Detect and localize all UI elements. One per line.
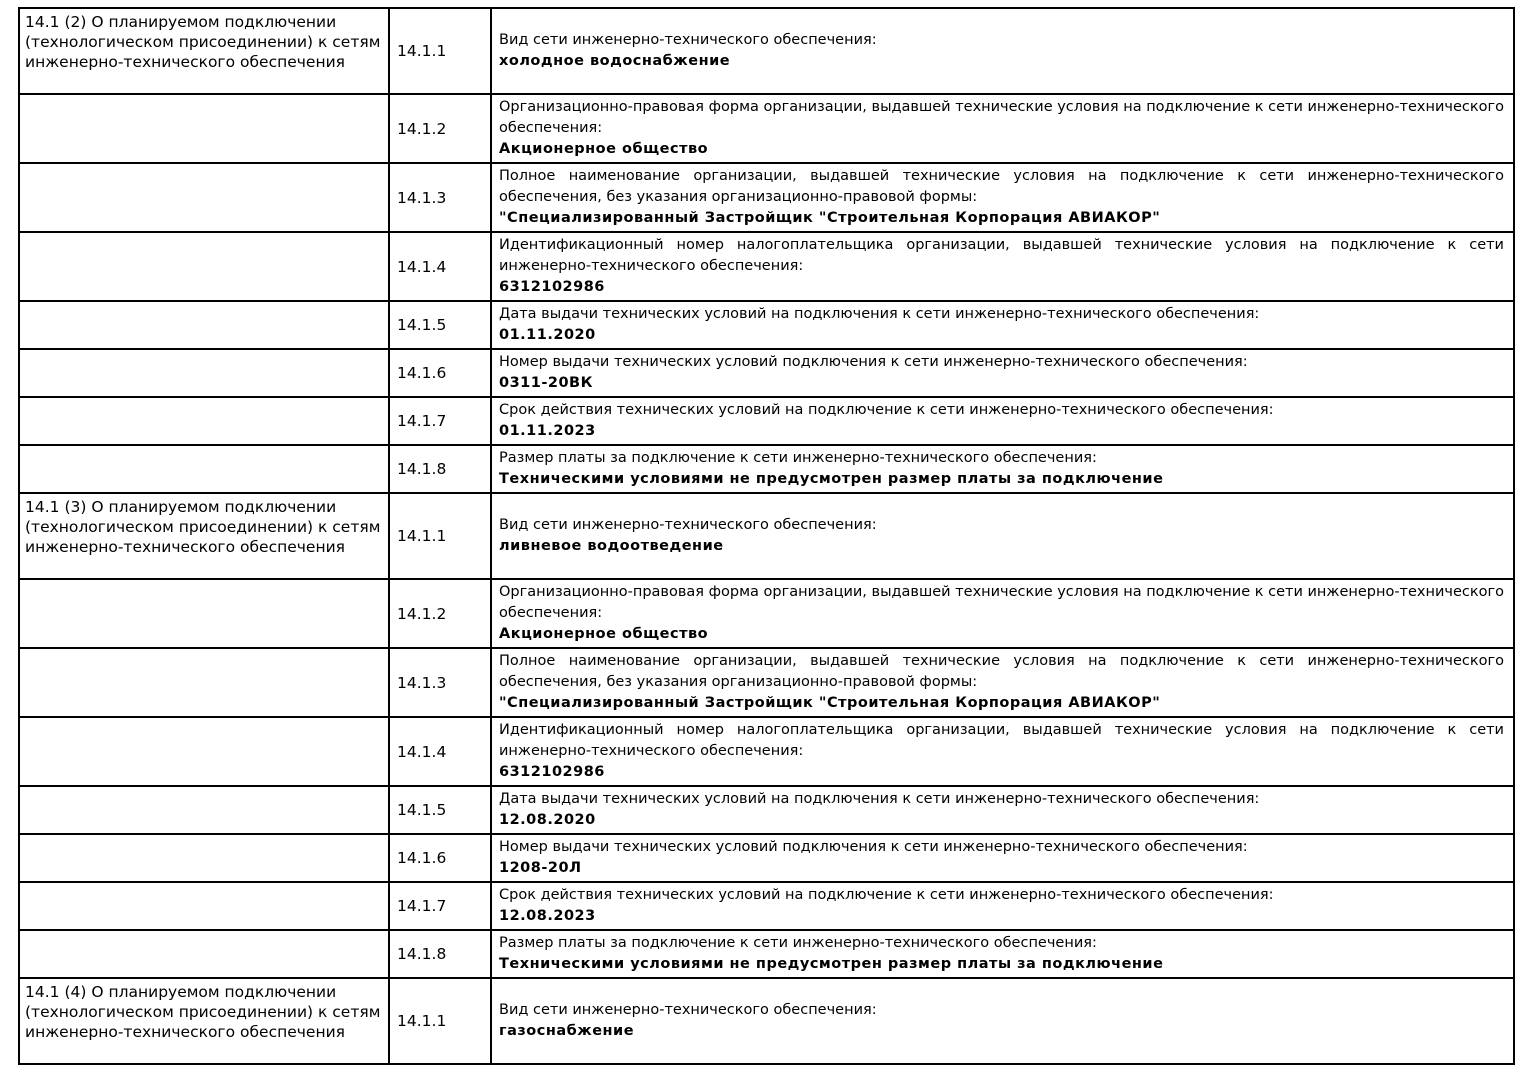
section-title-empty xyxy=(19,648,389,717)
table-row xyxy=(19,978,1514,1064)
field-value: 12.08.2020 xyxy=(499,812,596,828)
field-label: Размер платы за подключение к сети инженерно-технического обеспечения: xyxy=(499,935,1097,951)
field-cell xyxy=(491,349,1514,397)
field-value: 12.08.2023 xyxy=(499,908,596,924)
field-cell xyxy=(491,232,1514,301)
field-cell xyxy=(491,301,1514,349)
field-value: 01.11.2023 xyxy=(499,423,596,439)
field-label: Дата выдачи технических условий на подключения к сети инженерно-технического обеспечения: xyxy=(499,306,1260,322)
item-number: 14.1.7 xyxy=(389,397,491,445)
field-value: 0311-20ВК xyxy=(499,375,593,391)
field-cell xyxy=(491,579,1514,648)
table-row xyxy=(19,834,1514,882)
field-value: 6312102986 xyxy=(499,764,605,780)
section-title-empty xyxy=(19,397,389,445)
item-number: 14.1.1 xyxy=(389,493,491,579)
field-label: Срок действия технических условий на подключение к сети инженерно-технического обеспечения: xyxy=(499,887,1274,903)
field-cell xyxy=(491,397,1514,445)
field-label: Полное наименование организации, выдавшей технические условия на подключение к сети инженерно-технического обеспечения, без указания организационно-правовой формы: xyxy=(499,653,1504,690)
table-row xyxy=(19,397,1514,445)
field-label: Полное наименование организации, выдавшей технические условия на подключение к сети инженерно-технического обеспечения, без указания организационно-правовой формы: xyxy=(499,168,1504,205)
field-value: Техническими условиями не предусмотрен размер платы за подключение xyxy=(499,471,1164,487)
item-number: 14.1.5 xyxy=(389,786,491,834)
field-value: "Специализированный Застройщик "Строительная Корпорация АВИАКОР" xyxy=(499,210,1161,226)
field-label: Срок действия технических условий на подключение к сети инженерно-технического обеспечения: xyxy=(499,402,1274,418)
field-cell xyxy=(491,445,1514,493)
table-row xyxy=(19,232,1514,301)
field-value: Акционерное общество xyxy=(499,141,709,157)
item-number: 14.1.6 xyxy=(389,834,491,882)
section-title-empty xyxy=(19,445,389,493)
section-title-empty xyxy=(19,94,389,163)
item-number: 14.1.2 xyxy=(389,94,491,163)
field-cell xyxy=(491,882,1514,930)
field-value: 6312102986 xyxy=(499,279,605,295)
item-number: 14.1.1 xyxy=(389,978,491,1064)
field-label: Номер выдачи технических условий подключения к сети инженерно-технического обеспечения: xyxy=(499,354,1248,370)
item-number: 14.1.8 xyxy=(389,930,491,978)
field-label: Идентификационный номер налогоплательщика организации, выдавшей технические условия на подключение к сети инженерно-технического обеспечения: xyxy=(499,237,1504,274)
field-label: Организационно-правовая форма организации, выдавшей технические условия на подключение к сети инженерно-технического обеспечения: xyxy=(499,99,1504,136)
section-title-empty xyxy=(19,349,389,397)
field-label: Вид сети инженерно-технического обеспечения: xyxy=(499,1002,877,1018)
field-cell xyxy=(491,717,1514,786)
item-number: 14.1.4 xyxy=(389,232,491,301)
section-title-empty xyxy=(19,882,389,930)
field-cell xyxy=(491,834,1514,882)
table-row xyxy=(19,94,1514,163)
field-cell xyxy=(491,978,1514,1064)
field-label: Дата выдачи технических условий на подключения к сети инженерно-технического обеспечения: xyxy=(499,791,1260,807)
table-row xyxy=(19,717,1514,786)
field-label: Вид сети инженерно-технического обеспечения: xyxy=(499,517,877,533)
field-value: газоснабжение xyxy=(499,1023,635,1039)
table-row xyxy=(19,882,1514,930)
item-number: 14.1.4 xyxy=(389,717,491,786)
section-title-empty xyxy=(19,163,389,232)
field-label: Вид сети инженерно-технического обеспечения: xyxy=(499,32,877,48)
section-title: 14.1 (4) О планируемом подключении (технологическом присоединении) к сетям инженерно-технического обеспечения xyxy=(19,978,389,1064)
item-number: 14.1.3 xyxy=(389,163,491,232)
section-title-empty xyxy=(19,834,389,882)
section-title-empty xyxy=(19,232,389,301)
item-number: 14.1.6 xyxy=(389,349,491,397)
section-title: 14.1 (3) О планируемом подключении (технологическом присоединении) к сетям инженерно-технического обеспечения xyxy=(19,493,389,579)
field-cell xyxy=(491,163,1514,232)
table-row xyxy=(19,8,1514,94)
field-cell xyxy=(491,648,1514,717)
field-label: Размер платы за подключение к сети инженерно-технического обеспечения: xyxy=(499,450,1097,466)
field-cell xyxy=(491,8,1514,94)
table-row xyxy=(19,930,1514,978)
section-title-empty xyxy=(19,301,389,349)
field-label: Идентификационный номер налогоплательщика организации, выдавшей технические условия на подключение к сети инженерно-технического обеспечения: xyxy=(499,722,1504,759)
table-row xyxy=(19,163,1514,232)
item-number: 14.1.1 xyxy=(389,8,491,94)
table-row xyxy=(19,648,1514,717)
item-number: 14.1.5 xyxy=(389,301,491,349)
field-value: "Специализированный Застройщик "Строительная Корпорация АВИАКОР" xyxy=(499,695,1161,711)
item-number: 14.1.2 xyxy=(389,579,491,648)
item-number: 14.1.8 xyxy=(389,445,491,493)
table-row xyxy=(19,493,1514,579)
field-value: 01.11.2020 xyxy=(499,327,596,343)
field-value: Техническими условиями не предусмотрен размер платы за подключение xyxy=(499,956,1164,972)
field-label: Номер выдачи технических условий подключения к сети инженерно-технического обеспечения: xyxy=(499,839,1248,855)
field-cell xyxy=(491,94,1514,163)
table-row xyxy=(19,579,1514,648)
field-value: Акционерное общество xyxy=(499,626,709,642)
item-number: 14.1.7 xyxy=(389,882,491,930)
field-cell xyxy=(491,786,1514,834)
field-value: холодное водоснабжение xyxy=(499,53,731,69)
field-cell xyxy=(491,493,1514,579)
item-number: 14.1.3 xyxy=(389,648,491,717)
section-title-empty xyxy=(19,786,389,834)
field-value: ливневое водоотведение xyxy=(499,538,724,554)
table-body xyxy=(19,8,1514,1064)
field-label: Организационно-правовая форма организации, выдавшей технические условия на подключение к сети инженерно-технического обеспечения: xyxy=(499,584,1504,621)
field-cell xyxy=(491,930,1514,978)
declaration-table xyxy=(18,7,1515,1065)
table-row xyxy=(19,445,1514,493)
table-row xyxy=(19,349,1514,397)
table-row xyxy=(19,786,1514,834)
section-title-empty xyxy=(19,717,389,786)
field-value: 1208-20Л xyxy=(499,860,582,876)
section-title: 14.1 (2) О планируемом подключении (технологическом присоединении) к сетям инженерно-технического обеспечения xyxy=(19,8,389,94)
table-row xyxy=(19,301,1514,349)
section-title-empty xyxy=(19,579,389,648)
section-title-empty xyxy=(19,930,389,978)
